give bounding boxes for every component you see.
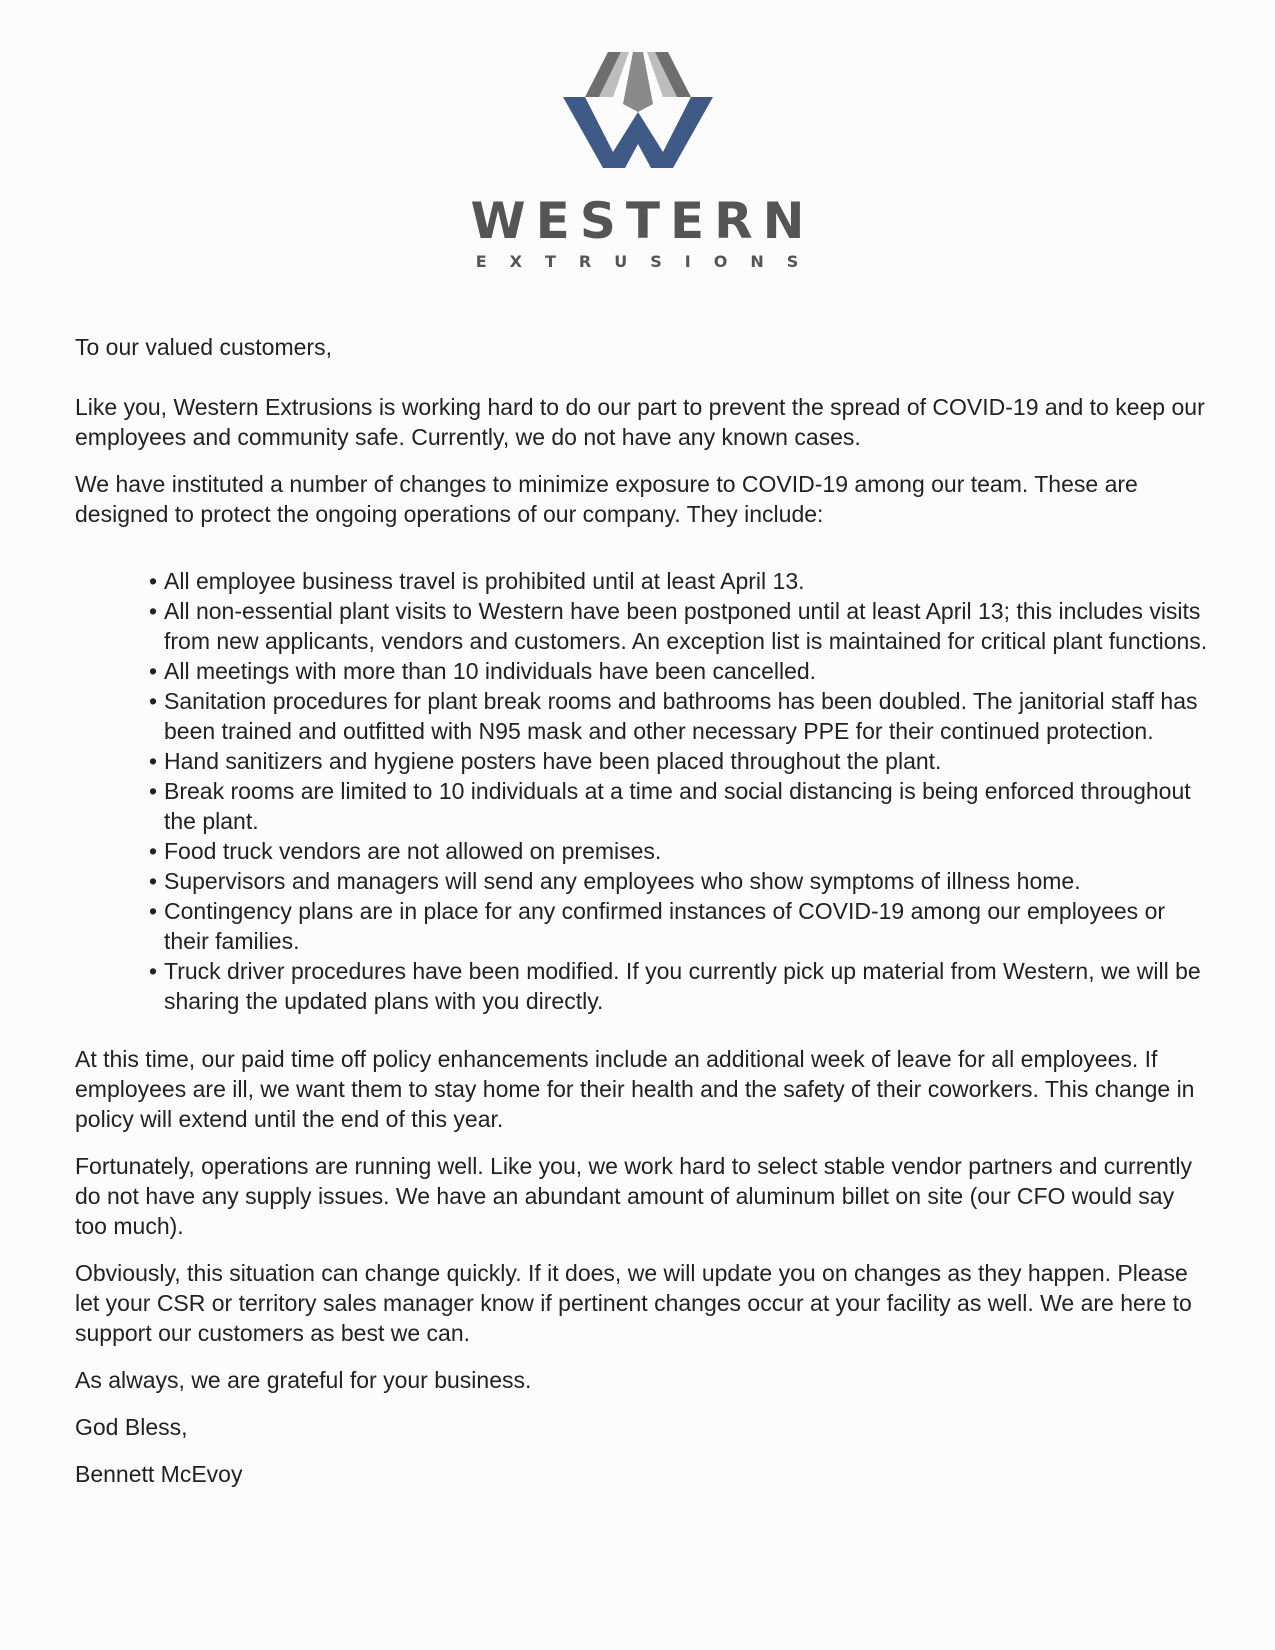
list-item: • Contingency plans are in place for any confirmed instances of COVID-19 among our employees or their families.: [149, 896, 1210, 956]
greeting: To our valued customers,: [75, 334, 332, 360]
company-logo: [0, 52, 1275, 270]
signature-name: Bennett McEvoy: [75, 1461, 243, 1487]
list-item: • Supervisors and managers will send any employees who show symptoms of illness home.: [149, 866, 1210, 896]
brand-subtitle: EXTRUSIONS: [475, 252, 822, 271]
paragraph-intro-1: Like you, Western Extrusions is working hard to do our part to prevent the spread of COVID-19 and to keep our employees and community safe. Currently, we do not have any known cases.: [75, 394, 1205, 450]
closing-line: As always, we are grateful for your business.: [75, 1367, 532, 1393]
list-item: • All meetings with more than 10 individuals have been cancelled.: [149, 656, 1210, 686]
measures-list: [75, 546, 1210, 1016]
list-item: • Truck driver procedures have been modified. If you currently pick up material from Western, we will be sharing the updated plans with you directly.: [149, 956, 1210, 1016]
western-w-logo-icon: [563, 52, 713, 168]
paragraph-body-3: Obviously, this situation can change quickly. If it does, we will update you on changes as they happen. Please let your CSR or territory sales manager know if pertinent changes occur at your facility as well. We are here to support our customers as best we can.: [75, 1260, 1192, 1346]
list-item: • All non-essential plant visits to Western have been postponed until at least April 13; this includes visits from new applicants, vendors and customers. An exception list is maintained for critical plant functions.: [149, 596, 1210, 656]
list-item: • Food truck vendors are not allowed on premises.: [149, 836, 1210, 866]
list-item: • Sanitation procedures for plant break rooms and bathrooms has been doubled. The janitorial staff has been trained and outfitted with N95 mask and other necessary PPE for their continued protection.: [149, 686, 1210, 746]
list-item: • All employee business travel is prohibited until at least April 13.: [149, 566, 1210, 596]
paragraph-intro-2: We have instituted a number of changes to minimize exposure to COVID-19 among our team. These are designed to protect the ongoing operations of our company. They include:: [75, 471, 1138, 527]
letter-body: [75, 332, 1210, 1506]
list-item: • Break rooms are limited to 10 individuals at a time and social distancing is being enforced throughout the plant.: [149, 776, 1210, 836]
signoff: God Bless,: [75, 1414, 188, 1440]
list-item: • Hand sanitizers and hygiene posters have been placed throughout the plant.: [149, 746, 1210, 776]
brand-name: WESTERN: [470, 192, 815, 250]
paragraph-body-2: Fortunately, operations are running well. Like you, we work hard to select stable vendor partners and currently do not have any supply issues. We have an abundant amount of aluminum billet on site (our CFO would say too much).: [75, 1153, 1192, 1239]
paragraph-body-1: At this time, our paid time off policy enhancements include an additional week of leave for all employees. If employees are ill, we want them to stay home for their health and the safety of their coworkers. This change in policy will extend until the end of this year.: [75, 1046, 1195, 1132]
